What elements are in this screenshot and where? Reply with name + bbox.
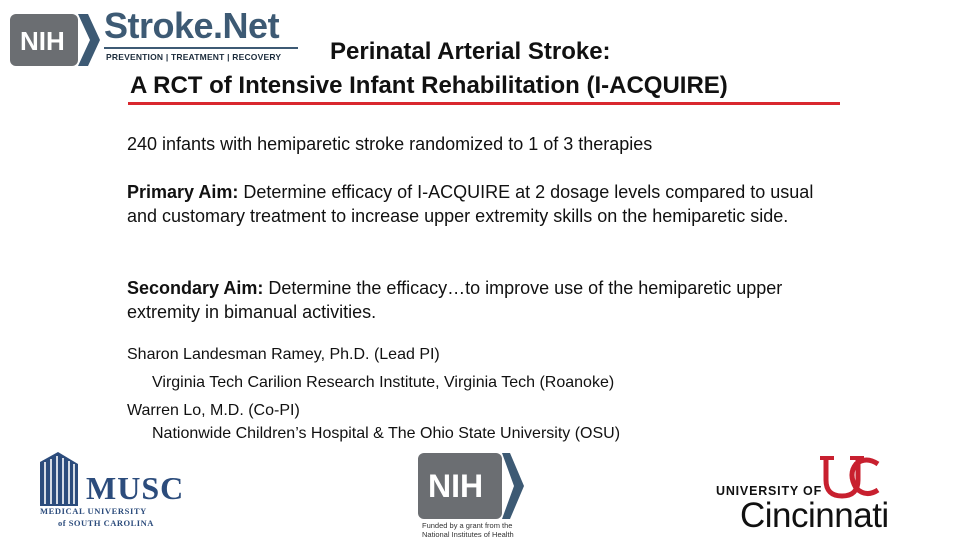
secondary-aim-text: Determine the efficacy…to improve use of the hemiparetic upper extremity in bimanual activities.: [127, 278, 783, 322]
strokenet-logo-rule: [104, 47, 298, 49]
svg-text:NIH: NIH: [428, 468, 484, 504]
lead-pi-affiliation: Virginia Tech Carilion Research Institute, Virginia Tech (Roanoke): [152, 374, 615, 391]
uc-monogram-icon: [820, 452, 884, 502]
primary-aim-text: Determine efficacy of I-ACQUIRE at 2 dosage levels compared to usual and customary treatment to increase upper extremity skills on the hemiparetic side.: [127, 182, 814, 226]
musc-subtitle-1: MEDICAL UNIVERSITY: [40, 506, 147, 516]
strokenet-logo-text: Stroke.Net: [104, 5, 280, 46]
intro-text: 240 infants with hemiparetic stroke randomized to 1 of 3 therapies: [127, 134, 653, 154]
nih-logo-badge: [10, 12, 100, 68]
musc-logo-text: MUSC: [86, 470, 185, 506]
nih-funding-logo: [418, 453, 524, 519]
title-underline: [128, 102, 840, 105]
lead-pi-name: Sharon Landesman Ramey, Ph.D. (Lead PI): [127, 346, 440, 363]
primary-aim: [127, 180, 847, 228]
svg-text:NIH: NIH: [20, 26, 65, 56]
uc-logo-top: UNIVERSITY OF: [716, 484, 823, 498]
nih-caption-line-1: Funded by a grant from the: [422, 521, 513, 530]
primary-aim-label: Primary Aim:: [127, 182, 239, 202]
slide-title-line-1: Perinatal Arterial Stroke:: [330, 38, 611, 65]
secondary-aim-label: Secondary Aim:: [127, 278, 264, 298]
slide-title-line-2: A RCT of Intensive Infant Rehabilitation (I-ACQUIRE): [130, 72, 728, 99]
nih-caption-line-2: National Institutes of Health: [422, 530, 514, 539]
co-pi-name: Warren Lo, M.D. (Co-PI): [127, 402, 300, 419]
uc-logo-wordmark: Cincinnati: [740, 496, 889, 535]
secondary-aim: [127, 276, 827, 324]
co-pi-affiliation: Nationwide Children’s Hospital & The Ohio State University (OSU): [152, 425, 621, 442]
musc-subtitle-2: of SOUTH CAROLINA: [58, 518, 154, 528]
strokenet-tagline: PREVENTION | TREATMENT | RECOVERY: [106, 52, 282, 62]
